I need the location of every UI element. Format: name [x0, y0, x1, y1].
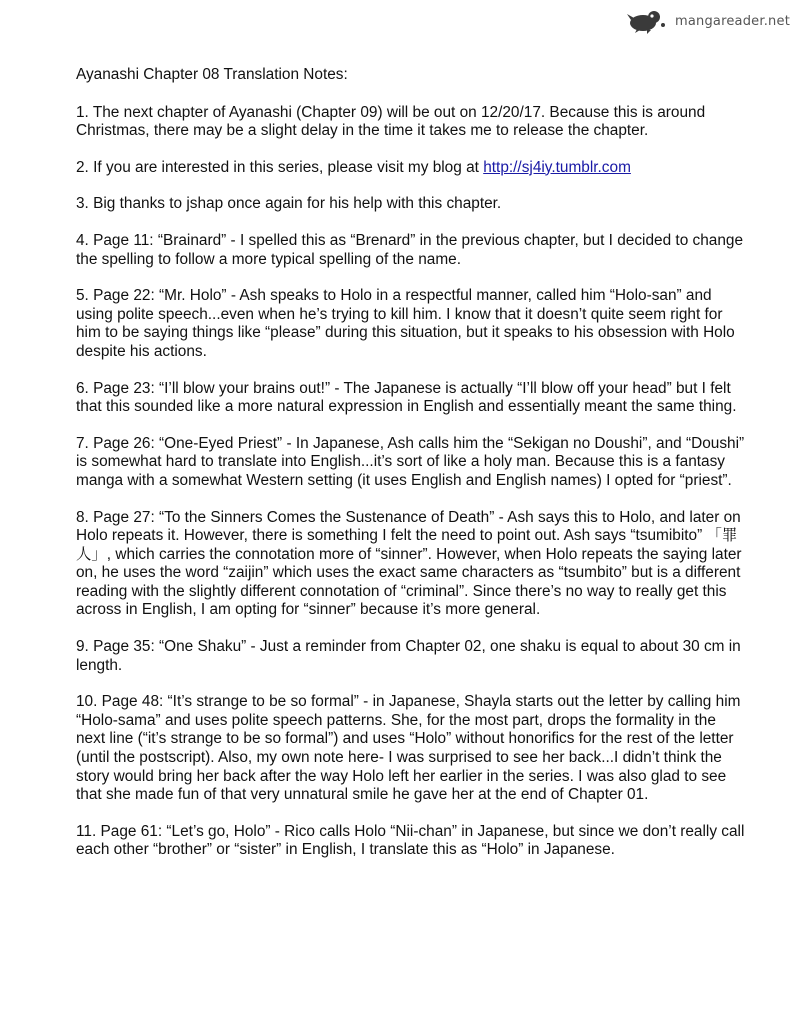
note-7: 7. Page 26: “One-Eyed Priest” - In Japanese, Ash calls him the “Sekigan no Doushi”, and “Doushi” is somewhat hard to translate into English...it’s sort of like a holy man. Because this is a fantasy manga with a somewhat Western setting (it uses English and English names) I opted for “priest”. — [76, 434, 745, 489]
translation-notes-document — [76, 66, 746, 878]
note-8: 8. Page 27: “To the Sinners Comes the Sustenance of Death” - Ash says this to Holo, and later on Holo repeats it. However, there is something I felt the need to point out. Ash says “tsumibito” 「罪人」, which carries the connotation more of “sinner”. However, when Holo repeats the saying later on, he uses the word “zaijin” which uses the exact same characters as “tsumbito” but is a different reading with the slightly different connotation of “criminal”. Since there’s no way to really get this across in English, I am opting for “sinner” because it’s more general. — [76, 508, 742, 619]
note-2 — [76, 159, 746, 178]
note-3: 3. Big thanks to jshap once again for his help with this chapter. — [76, 195, 502, 213]
mangareader-logo-icon — [627, 8, 671, 34]
note-11: 11. Page 61: “Let’s go, Holo” - Rico calls Holo “Nii-chan” in Japanese, but since we don’t really call each other “brother” or “sister” in English, I translate this as “Holo” in Japanese. — [76, 822, 745, 859]
document-title: Ayanashi Chapter 08 Translation Notes: — [76, 66, 348, 83]
blog-link[interactable]: http://sj4iy.tumblr.com — [483, 158, 631, 176]
watermark — [627, 8, 790, 34]
note-10: 10. Page 48: “It’s strange to be so formal” - in Japanese, Shayla starts out the letter by calling him “Holo-sama” and uses polite speech patterns. She, for the most part, drops the formality in the next line (“it’s strange to be so formal”) and uses “Holo” without honorifics for the rest of the letter (until the postscript). Also, my own note here- I was surprised to see her back...I didn’t think the story would bring her back after the way Holo left her earlier in the series. I was also glad to see that she made fun of that very unnatural smile he gave her at the end of Chapter 01. — [76, 693, 741, 804]
note-1: 1. The next chapter of Ayanashi (Chapter 09) will be out on 12/20/17. Because this is around Christmas, there may be a slight delay in the time it takes me to release the chapter. — [76, 103, 706, 140]
watermark-text: mangareader.net — [675, 13, 790, 29]
note-2-text: 2. If you are interested in this series, please visit my blog at — [76, 158, 484, 176]
note-4: 4. Page 11: “Brainard” - I spelled this as “Brenard” in the previous chapter, but I decided to change the spelling to follow a more typical spelling of the name. — [76, 231, 744, 268]
note-6: 6. Page 23: “I’ll blow your brains out!” - The Japanese is actually “I’ll blow off your head” but I felt that this sounded like a more natural expression in English and essentially meant the same thing. — [76, 379, 737, 416]
note-9: 9. Page 35: “One Shaku” - Just a reminder from Chapter 02, one shaku is equal to about 30 cm in length. — [76, 638, 741, 674]
note-5: 5. Page 22: “Mr. Holo” - Ash speaks to Holo in a respectful manner, called him “Holo-san” and using polite speech...even when he’s trying to kill him. I know that it doesn’t quite seem right for him to be saying things like “please” during this situation, but it speaks to his obsession with Holo despite his actions. — [76, 287, 735, 360]
